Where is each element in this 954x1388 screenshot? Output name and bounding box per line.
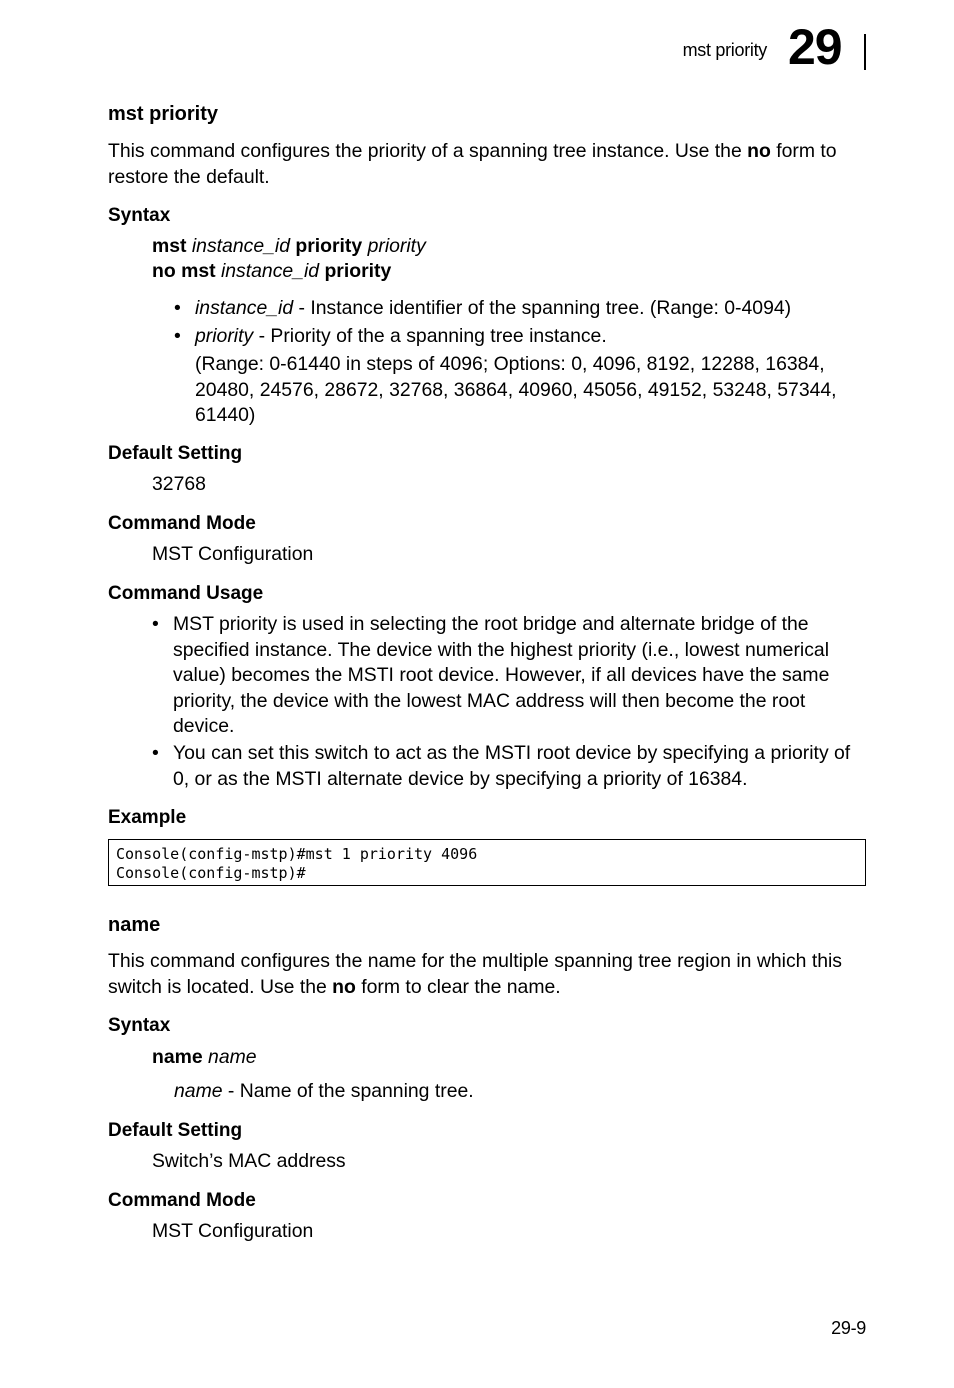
syntax-keyword: name xyxy=(152,1046,203,1068)
param-name: priority xyxy=(195,325,254,347)
param-text xyxy=(174,1080,474,1103)
syntax-keyword: priority xyxy=(295,235,363,257)
param-item xyxy=(174,296,874,322)
example-heading: Example xyxy=(108,807,187,828)
command-usage-heading: Command Usage xyxy=(108,583,264,604)
param-desc: - Priority of the a spanning tree instance. xyxy=(253,325,607,347)
desc-text: This command configures the priority of a spanning tree instance. Use the xyxy=(108,140,748,162)
syntax-argument: name xyxy=(208,1046,257,1068)
default-setting-heading: Default Setting xyxy=(108,443,243,464)
command-description xyxy=(108,949,868,1000)
command-description xyxy=(108,139,868,190)
syntax-line-no-mst xyxy=(152,260,391,283)
usage-item xyxy=(152,612,868,740)
param-text xyxy=(195,324,607,350)
syntax-heading: Syntax xyxy=(108,205,171,226)
command-title-mst-priority: mst priority xyxy=(108,103,219,125)
command-mode-value: MST Configuration xyxy=(152,543,314,565)
param-desc: - Name of the spanning tree. xyxy=(222,1080,474,1102)
usage-text: MST priority is used in selecting the root bridge and alternate bridge of the specified instance. The device with the highest priority (i.e., lowest numerical value) becomes the MSTI root device. However, if all devices have the same priority, the device with the lowest MAC address will then become the root device. xyxy=(173,613,830,737)
syntax-argument: instance_id xyxy=(220,260,320,282)
code-line: Console(config-mstp)# xyxy=(116,864,306,882)
bullet-icon: • xyxy=(152,613,159,635)
running-header-title: mst priority xyxy=(682,40,767,60)
code-line: Console(config-mstp)#mst 1 priority 4096 xyxy=(116,845,478,863)
chapter-rule xyxy=(864,34,866,70)
desc-text-end: form to clear the name. xyxy=(355,975,561,998)
syntax-keyword: priority xyxy=(324,260,392,282)
bullet-icon: • xyxy=(174,297,181,319)
usage-text: You can set this switch to act as the MSTI root device by specifying a priority of 0, or as the MSTI alternate device by specifying a priority of 16384. xyxy=(173,742,851,790)
syntax-keyword: mst xyxy=(152,235,187,257)
default-value: 32768 xyxy=(152,473,206,495)
param-item xyxy=(174,324,874,350)
command-mode-heading: Command Mode xyxy=(108,513,256,534)
syntax-argument: priority xyxy=(367,235,426,257)
desc-no-keyword: no xyxy=(332,975,356,998)
command-title-name: name xyxy=(108,914,161,936)
syntax-heading: Syntax xyxy=(108,1015,171,1036)
param-desc: - Instance identifier of the spanning tree. (Range: 0-4094) xyxy=(293,297,792,319)
bullet-icon: • xyxy=(152,742,159,764)
desc-text: This command configures the name for the multiple spanning tree region in which this switch is located. Use the xyxy=(108,950,842,998)
syntax-line-name xyxy=(152,1046,257,1069)
command-mode-heading: Command Mode xyxy=(108,1190,256,1211)
desc-no-keyword: no xyxy=(747,140,771,162)
example-code-block xyxy=(108,839,866,886)
default-setting-heading: Default Setting xyxy=(108,1120,243,1141)
param-name: name xyxy=(174,1080,223,1102)
desc-text-end: form to restore the default. xyxy=(108,140,837,188)
syntax-keyword: no mst xyxy=(152,260,216,282)
priority-range: (Range: 0-61440 in steps of 4096; Options: 0, 4096, 8192, 12288, 16384, 20480, 24576, 28672, 32768, 36864, 40960, 45056, 49152, 53248, 57344, 61440) xyxy=(195,353,837,426)
param-name: instance_id xyxy=(195,297,294,319)
chapter-number: 29 xyxy=(788,19,842,75)
default-value: Switch’s MAC address xyxy=(152,1150,346,1172)
usage-item xyxy=(152,741,868,793)
page-number: 29-9 xyxy=(831,1318,866,1338)
bullet-icon: • xyxy=(174,325,181,347)
command-mode-value: MST Configuration xyxy=(152,1220,314,1242)
syntax-line-mst xyxy=(152,235,426,258)
syntax-argument: instance_id xyxy=(191,235,290,257)
param-text xyxy=(195,296,791,322)
